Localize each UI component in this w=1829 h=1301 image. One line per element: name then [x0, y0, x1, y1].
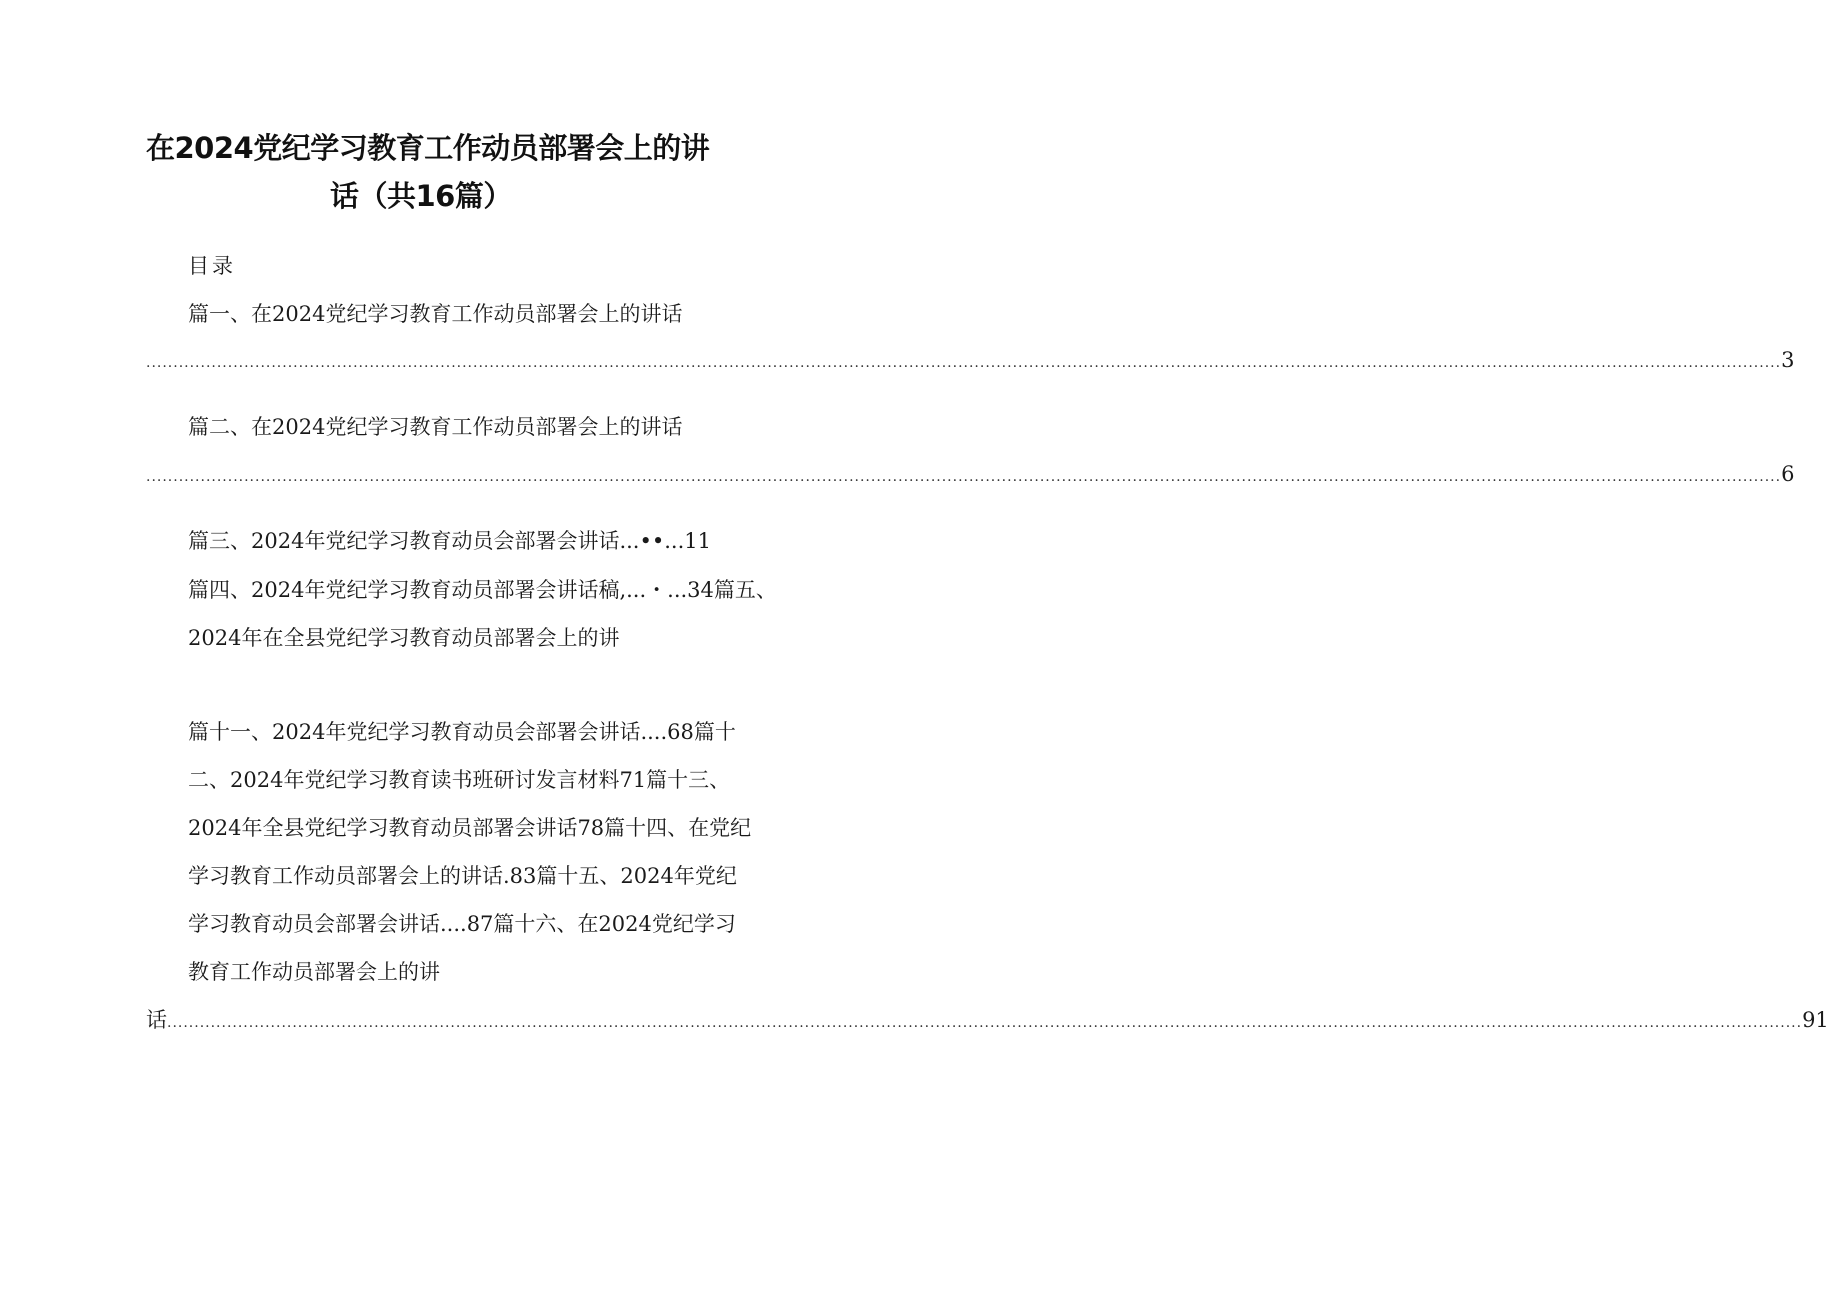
- toc-entry-15: 学习教育动员会部署会讲话....87篇十六、在2024党纪学习: [188, 912, 736, 936]
- toc-leader-row-2: [146, 462, 1795, 486]
- toc-heading: 目录: [188, 254, 236, 278]
- toc-entry-3: 篇三、2024年党纪学习教育动员会部署会讲话...••...11: [188, 529, 711, 553]
- page-number: 91: [1802, 1008, 1829, 1032]
- document-title-line1: 在2024党纪学习教育工作动员部署会上的讲: [146, 131, 710, 165]
- dot-leader: ............................................................................................................................................................................................................................................................................................................: [146, 355, 1782, 371]
- toc-entry-14: 学习教育工作动员部署会上的讲话.83篇十五、2024年党纪: [188, 864, 737, 888]
- toc-entry-2: 篇二、在2024党纪学习教育工作动员部署会上的讲话: [188, 415, 683, 439]
- toc-leader-row-1: [146, 348, 1795, 372]
- toc-entry-16-tail: 话: [146, 1008, 167, 1032]
- toc-entry-16: 教育工作动员部署会上的讲: [188, 960, 440, 984]
- toc-entry-12: 二、2024年党纪学习教育读书班研讨发言材料71篇十三、: [188, 768, 731, 792]
- document-title-line2: 话（共16篇）: [330, 179, 512, 213]
- toc-leader-row-16: [146, 1004, 1829, 1034]
- toc-entry-13: 2024年全县党纪学习教育动员部署会讲话78篇十四、在党纪: [188, 816, 752, 840]
- dot-leader: ............................................................................................................................................................................................................................................................................................................: [146, 469, 1782, 485]
- toc-entry-1: 篇一、在2024党纪学习教育工作动员部署会上的讲话: [188, 302, 683, 326]
- toc-entry-11: 篇十一、2024年党纪学习教育动员会部署会讲话....68篇十: [188, 720, 736, 744]
- toc-entry-4: 篇四、2024年党纪学习教育动员部署会讲话稿,...・...34篇五、: [188, 578, 777, 602]
- page-number: 3: [1781, 348, 1795, 372]
- page-number: 6: [1781, 462, 1795, 486]
- toc-entry-5: 2024年在全县党纪学习教育动员部署会上的讲: [188, 626, 620, 650]
- dot-leader: ............................................................................................................................................................................................................................................................................................................: [167, 1015, 1803, 1031]
